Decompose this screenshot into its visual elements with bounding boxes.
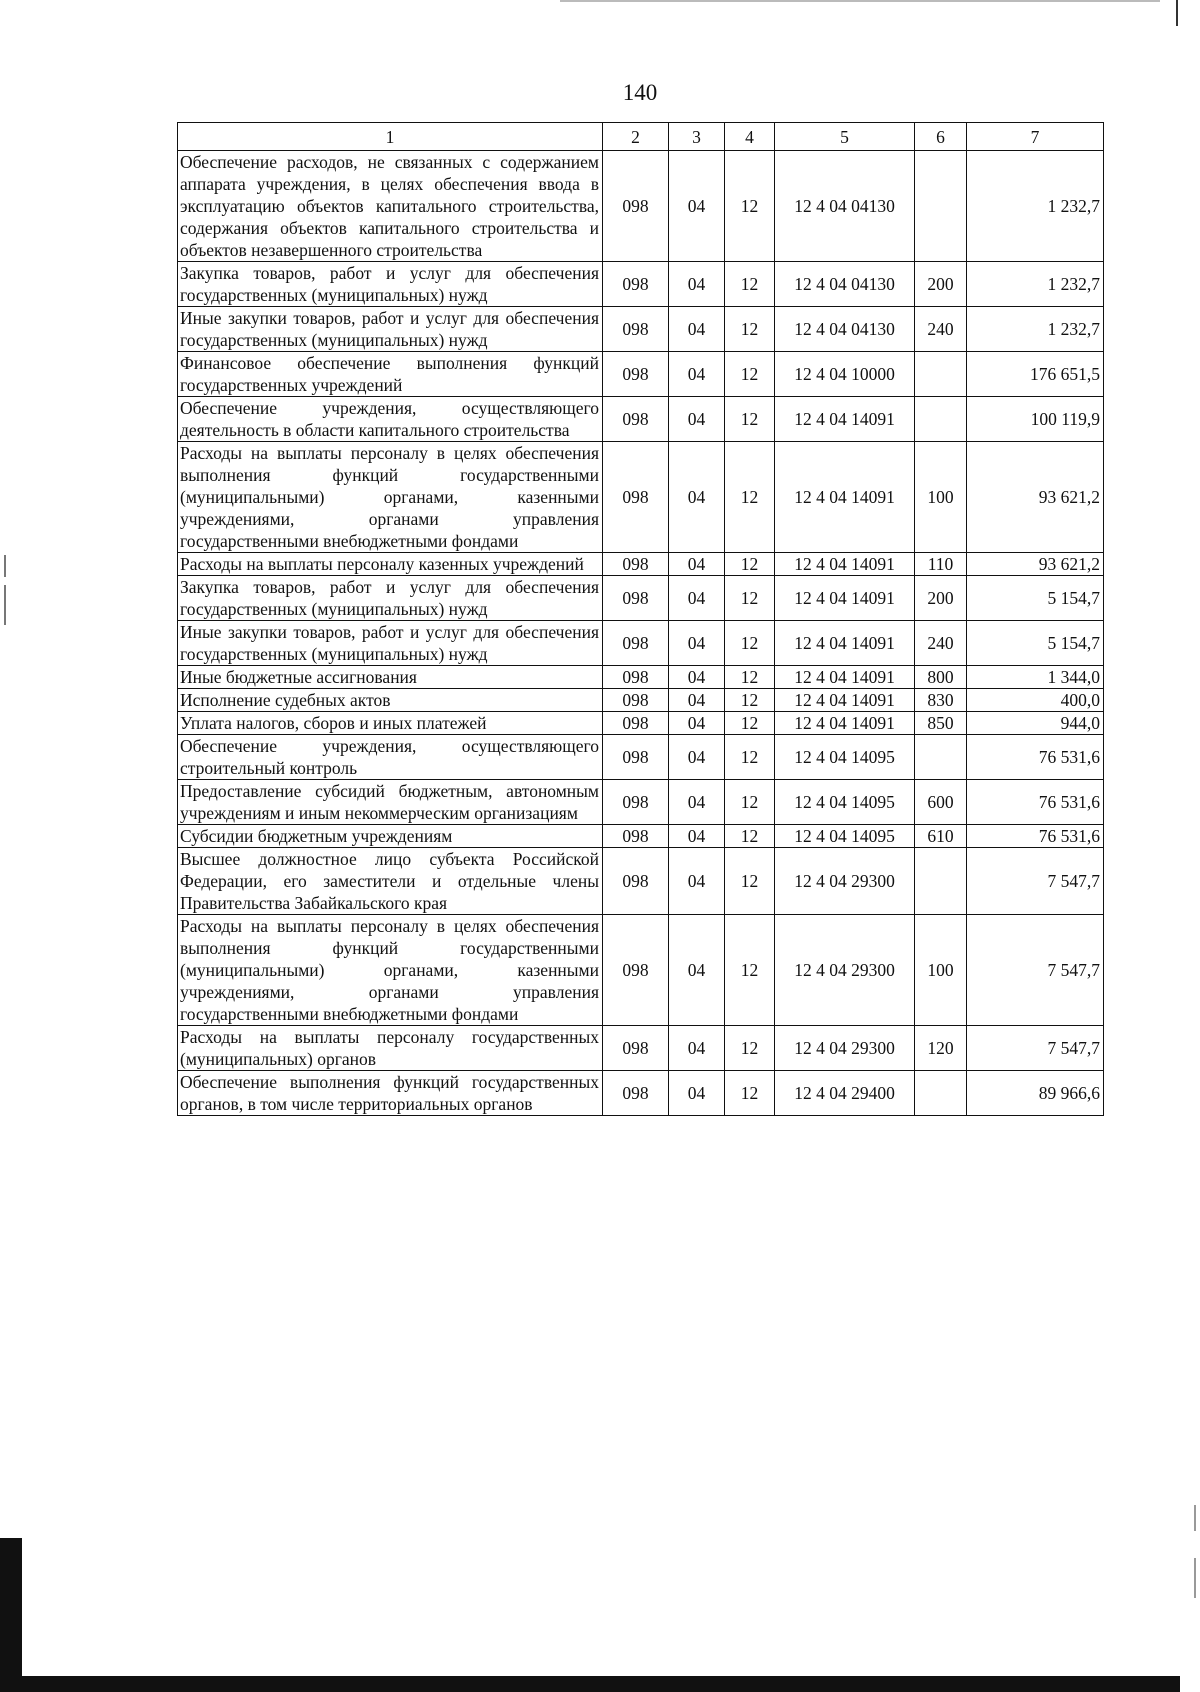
scan-corner-mark <box>1176 0 1178 26</box>
table-row <box>178 576 1104 621</box>
cell-subsection: 12 <box>725 735 775 780</box>
cell-expense-type <box>915 352 967 397</box>
row-name: Обеспечение расходов, не связанных с содержанием аппарата учреждения, в целях обеспечения ввода в эксплуатацию объектов капитального строительства, содержания объектов капитального строительства и объектов незавершенного строительства <box>178 151 603 262</box>
cell-expense-type: 200 <box>915 262 967 307</box>
cell-section: 04 <box>669 621 725 666</box>
cell-section: 04 <box>669 666 725 689</box>
column-header: 1 <box>178 123 603 151</box>
cell-amount: 1 232,7 <box>967 262 1104 307</box>
cell-amount: 76 531,6 <box>967 735 1104 780</box>
column-header: 6 <box>915 123 967 151</box>
cell-subsection: 12 <box>725 666 775 689</box>
cell-target-article: 12 4 04 14091 <box>775 689 915 712</box>
table-row <box>178 1026 1104 1071</box>
cell-expense-type: 600 <box>915 780 967 825</box>
cell-expense-type: 850 <box>915 712 967 735</box>
column-header: 3 <box>669 123 725 151</box>
cell-admin-code: 098 <box>603 442 669 553</box>
scan-edge-bottom <box>0 1676 1180 1692</box>
cell-subsection: 12 <box>725 576 775 621</box>
row-name: Обеспечение учреждения, осуществляющего деятельность в области капитального строительства <box>178 397 603 442</box>
table-row <box>178 825 1104 848</box>
cell-expense-type <box>915 1071 967 1116</box>
cell-admin-code: 098 <box>603 915 669 1026</box>
cell-admin-code: 098 <box>603 151 669 262</box>
row-name: Обеспечение учреждения, осуществляющего строительный контроль <box>178 735 603 780</box>
cell-admin-code: 098 <box>603 666 669 689</box>
cell-section: 04 <box>669 553 725 576</box>
cell-amount: 176 651,5 <box>967 352 1104 397</box>
cell-section: 04 <box>669 780 725 825</box>
cell-section: 04 <box>669 442 725 553</box>
cell-amount: 76 531,6 <box>967 825 1104 848</box>
table-row <box>178 689 1104 712</box>
cell-subsection: 12 <box>725 780 775 825</box>
cell-target-article: 12 4 04 04130 <box>775 262 915 307</box>
row-name: Финансовое обеспечение выполнения функций государственных учреждений <box>178 352 603 397</box>
cell-expense-type: 240 <box>915 307 967 352</box>
cell-target-article: 12 4 04 14095 <box>775 735 915 780</box>
cell-expense-type: 100 <box>915 915 967 1026</box>
table-row <box>178 151 1104 262</box>
cell-target-article: 12 4 04 29400 <box>775 1071 915 1116</box>
cell-target-article: 12 4 04 29300 <box>775 848 915 915</box>
cell-admin-code: 098 <box>603 307 669 352</box>
cell-amount: 7 547,7 <box>967 915 1104 1026</box>
cell-subsection: 12 <box>725 1026 775 1071</box>
cell-amount: 400,0 <box>967 689 1104 712</box>
cell-admin-code: 098 <box>603 576 669 621</box>
cell-admin-code: 098 <box>603 621 669 666</box>
cell-amount: 7 547,7 <box>967 848 1104 915</box>
cell-subsection: 12 <box>725 151 775 262</box>
row-name: Субсидии бюджетным учреждениям <box>178 825 603 848</box>
cell-admin-code: 098 <box>603 397 669 442</box>
scan-margin-mark <box>1194 1558 1196 1598</box>
cell-subsection: 12 <box>725 352 775 397</box>
scan-margin-mark <box>4 585 6 625</box>
cell-amount: 7 547,7 <box>967 1026 1104 1071</box>
row-name: Иные закупки товаров, работ и услуг для обеспечения государственных (муниципальных) нужд <box>178 621 603 666</box>
cell-admin-code: 098 <box>603 1026 669 1071</box>
cell-admin-code: 098 <box>603 848 669 915</box>
cell-admin-code: 098 <box>603 553 669 576</box>
row-name: Закупка товаров, работ и услуг для обеспечения государственных (муниципальных) нужд <box>178 576 603 621</box>
row-name: Уплата налогов, сборов и иных платежей <box>178 712 603 735</box>
cell-admin-code: 098 <box>603 825 669 848</box>
cell-target-article: 12 4 04 29300 <box>775 915 915 1026</box>
cell-expense-type <box>915 151 967 262</box>
cell-expense-type <box>915 397 967 442</box>
row-name: Расходы на выплаты персоналу в целях обеспечения выполнения функций государственными (муниципальными) органами, казенными учреждениями, органами управления государственными внебюджетными фондами <box>178 915 603 1026</box>
cell-subsection: 12 <box>725 825 775 848</box>
cell-section: 04 <box>669 689 725 712</box>
cell-subsection: 12 <box>725 307 775 352</box>
cell-section: 04 <box>669 352 725 397</box>
cell-amount: 944,0 <box>967 712 1104 735</box>
column-header: 2 <box>603 123 669 151</box>
cell-section: 04 <box>669 825 725 848</box>
cell-section: 04 <box>669 151 725 262</box>
table-row <box>178 442 1104 553</box>
table-body <box>178 151 1104 1116</box>
cell-section: 04 <box>669 262 725 307</box>
cell-expense-type: 830 <box>915 689 967 712</box>
cell-section: 04 <box>669 1026 725 1071</box>
cell-admin-code: 098 <box>603 735 669 780</box>
table-row <box>178 712 1104 735</box>
cell-expense-type: 240 <box>915 621 967 666</box>
cell-expense-type: 120 <box>915 1026 967 1071</box>
table-row <box>178 307 1104 352</box>
scan-edge-left <box>0 1538 22 1692</box>
table-row <box>178 352 1104 397</box>
table-row <box>178 621 1104 666</box>
cell-subsection: 12 <box>725 712 775 735</box>
cell-amount: 89 966,6 <box>967 1071 1104 1116</box>
cell-expense-type: 800 <box>915 666 967 689</box>
cell-admin-code: 098 <box>603 1071 669 1116</box>
cell-section: 04 <box>669 307 725 352</box>
cell-target-article: 12 4 04 14091 <box>775 712 915 735</box>
scan-margin-mark <box>1194 1505 1196 1531</box>
row-name: Иные закупки товаров, работ и услуг для обеспечения государственных (муниципальных) нужд <box>178 307 603 352</box>
table-row <box>178 397 1104 442</box>
cell-amount: 1 344,0 <box>967 666 1104 689</box>
cell-subsection: 12 <box>725 915 775 1026</box>
table-row <box>178 735 1104 780</box>
cell-amount: 93 621,2 <box>967 442 1104 553</box>
cell-target-article: 12 4 04 14091 <box>775 666 915 689</box>
row-name: Расходы на выплаты персоналу государственных (муниципальных) органов <box>178 1026 603 1071</box>
table-row <box>178 1071 1104 1116</box>
cell-subsection: 12 <box>725 442 775 553</box>
cell-subsection: 12 <box>725 848 775 915</box>
scan-margin-mark <box>4 555 6 577</box>
row-name: Закупка товаров, работ и услуг для обеспечения государственных (муниципальных) нужд <box>178 262 603 307</box>
cell-subsection: 12 <box>725 397 775 442</box>
cell-admin-code: 098 <box>603 262 669 307</box>
row-name: Исполнение судебных актов <box>178 689 603 712</box>
budget-table <box>177 122 1104 1116</box>
cell-amount: 5 154,7 <box>967 576 1104 621</box>
row-name: Расходы на выплаты персоналу в целях обеспечения выполнения функций государственными (муниципальными) органами, казенными учреждениями, органами управления государственными внебюджетными фондами <box>178 442 603 553</box>
cell-admin-code: 098 <box>603 689 669 712</box>
cell-section: 04 <box>669 1071 725 1116</box>
cell-expense-type <box>915 735 967 780</box>
cell-expense-type: 100 <box>915 442 967 553</box>
row-name: Предоставление субсидий бюджетным, автономным учреждениям и иным некоммерческим организациям <box>178 780 603 825</box>
table-row <box>178 553 1104 576</box>
cell-expense-type: 110 <box>915 553 967 576</box>
cell-target-article: 12 4 04 14095 <box>775 780 915 825</box>
cell-expense-type <box>915 848 967 915</box>
cell-subsection: 12 <box>725 553 775 576</box>
table-row <box>178 848 1104 915</box>
cell-target-article: 12 4 04 04130 <box>775 151 915 262</box>
row-name: Иные бюджетные ассигнования <box>178 666 603 689</box>
cell-admin-code: 098 <box>603 352 669 397</box>
table-row <box>178 666 1104 689</box>
cell-section: 04 <box>669 576 725 621</box>
cell-amount: 5 154,7 <box>967 621 1104 666</box>
row-name: Расходы на выплаты персоналу казенных учреждений <box>178 553 603 576</box>
row-name: Обеспечение выполнения функций государственных органов, в том числе территориальных органов <box>178 1071 603 1116</box>
cell-target-article: 12 4 04 14091 <box>775 553 915 576</box>
cell-admin-code: 098 <box>603 712 669 735</box>
table-header-row <box>178 123 1104 151</box>
cell-target-article: 12 4 04 14095 <box>775 825 915 848</box>
cell-section: 04 <box>669 915 725 1026</box>
cell-target-article: 12 4 04 29300 <box>775 1026 915 1071</box>
cell-subsection: 12 <box>725 621 775 666</box>
cell-amount: 76 531,6 <box>967 780 1104 825</box>
cell-target-article: 12 4 04 14091 <box>775 397 915 442</box>
cell-subsection: 12 <box>725 1071 775 1116</box>
cell-target-article: 12 4 04 14091 <box>775 621 915 666</box>
column-header: 5 <box>775 123 915 151</box>
cell-expense-type: 610 <box>915 825 967 848</box>
cell-target-article: 12 4 04 14091 <box>775 442 915 553</box>
row-name: Высшее должностное лицо субъекта Российской Федерации, его заместители и отдельные члены Правительства Забайкальского края <box>178 848 603 915</box>
cell-admin-code: 098 <box>603 780 669 825</box>
column-header: 4 <box>725 123 775 151</box>
cell-amount: 1 232,7 <box>967 151 1104 262</box>
cell-target-article: 12 4 04 14091 <box>775 576 915 621</box>
table-row <box>178 780 1104 825</box>
table-row <box>178 262 1104 307</box>
cell-target-article: 12 4 04 04130 <box>775 307 915 352</box>
cell-amount: 1 232,7 <box>967 307 1104 352</box>
cell-section: 04 <box>669 397 725 442</box>
cell-amount: 100 119,9 <box>967 397 1104 442</box>
cell-expense-type: 200 <box>915 576 967 621</box>
table-row <box>178 915 1104 1026</box>
cell-section: 04 <box>669 712 725 735</box>
column-header: 7 <box>967 123 1104 151</box>
scan-edge-top <box>560 0 1160 2</box>
cell-section: 04 <box>669 735 725 780</box>
cell-amount: 93 621,2 <box>967 553 1104 576</box>
cell-target-article: 12 4 04 10000 <box>775 352 915 397</box>
page-number: 140 <box>622 80 658 105</box>
cell-subsection: 12 <box>725 262 775 307</box>
cell-section: 04 <box>669 848 725 915</box>
cell-subsection: 12 <box>725 689 775 712</box>
